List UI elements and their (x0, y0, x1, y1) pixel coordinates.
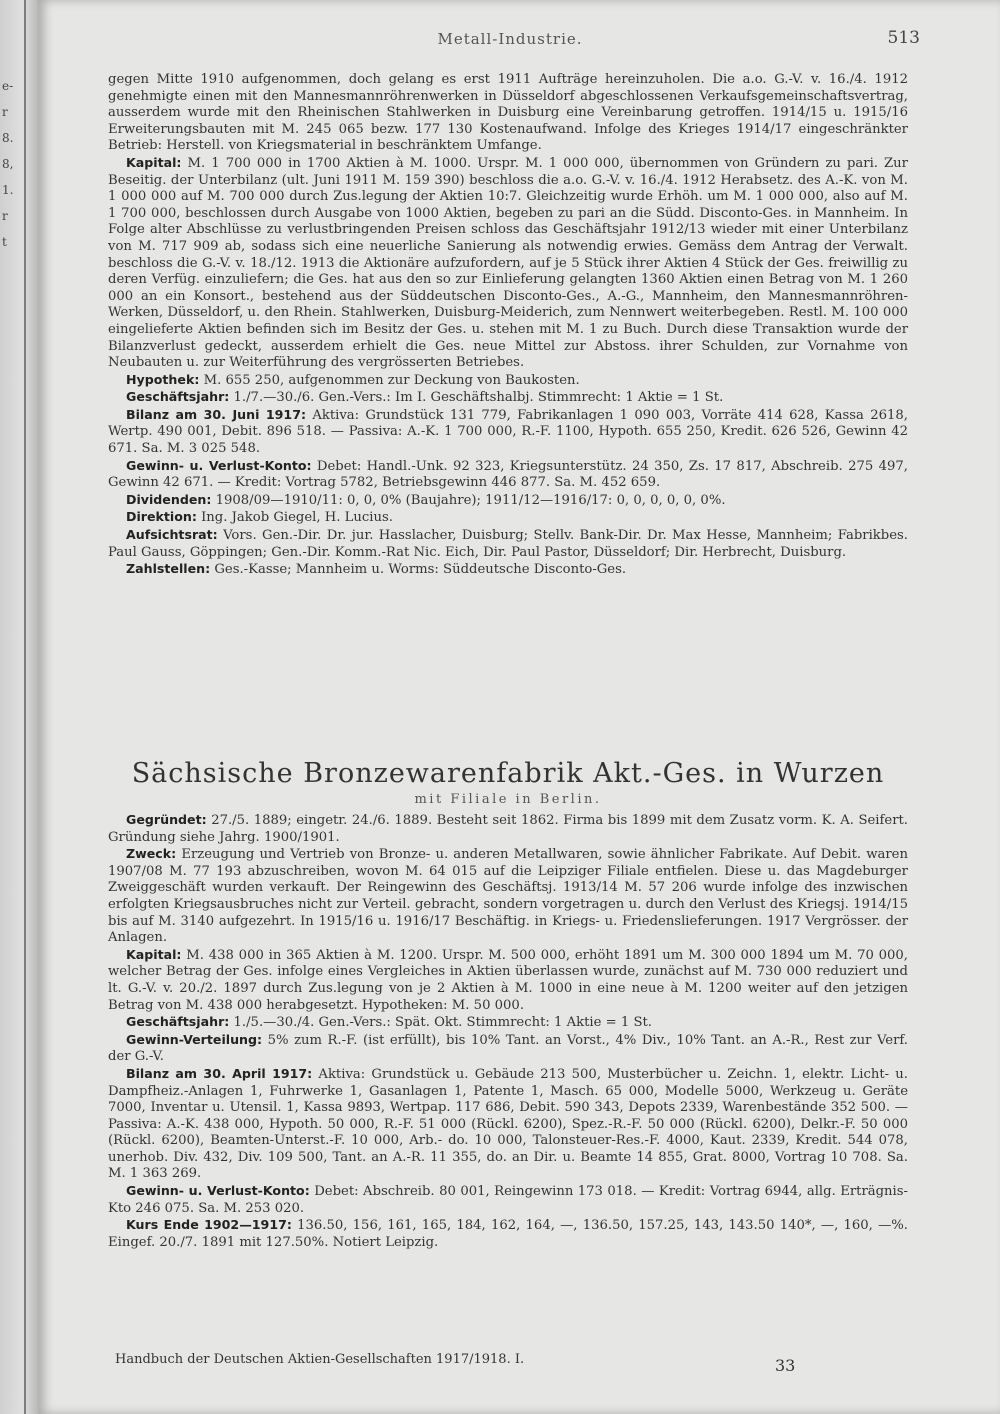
paragraph (108, 1014, 908, 1032)
paragraph (108, 509, 908, 527)
field-label: Bilanz am 30. Juni 1917: (126, 406, 306, 422)
edge-mark: 8. (2, 131, 14, 145)
field-label: Kapital: (126, 946, 182, 962)
paragraph (108, 947, 908, 1014)
field-label: Zweck: (126, 846, 177, 862)
field-label: Kapital: (126, 154, 182, 170)
edge-marks (2, 80, 13, 262)
field-text: Aktiva: Grundstück 131 779, Fabrikanlagen 1 090 003, Vorräte 414 628, Kassa 2618, Wertp. 490 001, Debit. 896 518. — Passiva: A.-K. 1 700 000, R.-F. 1100, Hypoth. 655 250, Kredit. 626 526, Gewinn 42 671. Sa. M. 3 025 548. (108, 407, 908, 457)
paragraph (108, 492, 908, 510)
page-footer: Handbuch der Deutschen Aktien-Gesellschaften 1917/1918. I. (115, 1352, 525, 1367)
paragraph (108, 846, 908, 947)
field-label: Zahlstellen: (126, 561, 211, 577)
field-text: 136.50, 156, 161, 165, 184, 162, 164, —, 136.50, 157.25, 143, 143.50 140*, —, 160, —%. Eingef. 20./7. 1891 mit 127.50%. Notiert Leipzig. (108, 1218, 908, 1250)
field-text: 1908/09—1910/11: 0, 0, 0% (Baujahre); 1911/12—1916/17: 0, 0, 0, 0, 0, 0%. (215, 492, 726, 508)
paragraph (108, 812, 908, 846)
field-text: 1./5.—30./4. Gen.-Vers.: Spät. Okt. Stimmrecht: 1 Aktie = 1 St. (233, 1015, 653, 1031)
page-number: 513 (887, 28, 920, 48)
edge-mark: r (2, 105, 8, 119)
field-label: Bilanz am 30. April 1917: (126, 1065, 313, 1081)
field-label: Aufsichtsrat: (126, 527, 218, 543)
field-text: M. 1 700 000 in 1700 Aktien à M. 1000. Urspr. M. 1 000 000, übernommen von Gründern zu pari. Zur Beseitig. der Unterbilanz (ult. Juni 1911 M. 159 390) beschloss die a.o. G.-V. v. 16./4. 1912 Herabsetz. des A.-K. von M. 1 000 000 auf M. 700 000 durch Zus.legung der Aktien 10:7. Gleichzeitig wurde Erhöh. um M. 1 000 000, also auf M. 1 700 000, beschlossen durch Ausgabe von 1000 Aktien, begeben zu pari an die Südd. Disconto-Ges. in Mannheim. In Folge alter Abschlüsse zu verlustbringenden Preisen schloss das Geschäftsjahr 1912/13 wieder mit einer Unterbilanz von M. 717 909 ab, sodass sich eine neuerliche Sanierung als notwendig erwies. Gemäss dem Antrag der Verwalt. beschloss die G.-V. v. 18./12. 1913 die Aktionäre aufzufordern, auf je 5 Stück ihrer Aktien 4 Stück der Ges. freiwillig zu deren Verfüg. einzuliefern; die Ges. hat aus den so zur Einlieferung gelangten 1360 Aktien einen Betrag von M. 1 260 000 an ein Konsort., bestehend aus der Süddeutschen Disconto-Ges., A.-G., Mannheim, den Mannesmannröhren-Werken, Düsseldorf, u. den Rhein. Stahlwerken, Duisburg-Meiderich, zum Nennwert weiterbegeben. Restl. M. 100 000 eingelieferte Aktien befinden sich im Besitz der Ges. u. stehen mit M. 1 zu Buch. Durch diese Transaktion wurde der Bilanzverlust gedeckt, ausserdem erhielt die Ges. neue Mittel zur Abstoss. ihrer Schulden, zur Vornahme von Neubauten u. zur Weiterführung des vergrösserten Betriebes. (108, 155, 908, 371)
field-label: Geschäftsjahr: (126, 1014, 230, 1030)
field-label: Direktion: (126, 509, 197, 525)
paragraph (108, 72, 908, 155)
field-text: Aktiva: Grundstück u. Gebäude 213 500, Musterbücher u. Zeichn. 1, elektr. Licht- u. Dampfheiz.-Anlagen 1, Fuhrwerke 1, Gasanlagen 1, Patente 1, Masch. 65 000, Modelle 5000, Werkzeug u. Geräte 7000, Inventar u. Utensil. 1, Kassa 9893, Wertpap. 117 686, Debit. 590 343, Depots 2339, Warenbestände 352 500. — Passiva: A.-K. 438 000, Hypoth. 50 000, R.-F. 51 000 (Rückl. 6200), Spez.-R.-F. 50 000 (Rückl. 6200), Delkr.-F. 50 000 (Rückl. 6200), Beamten-Unterst.-F. 10 000, Arb.- do. 10 000, Talonsteuer-Res.-F. 4000, Kaut. 2339, Kredit. 544 078, unerhob. Div. 432, Div. 109 500, Tant. an A.-R. 11 355, do. an Dir. u. Beamte 14 855, Grat. 8000, Vortrag 10 708. Sa. M. 1 363 269. (108, 1066, 908, 1182)
paragraph (108, 155, 908, 372)
field-text: Vors. Gen.-Dir. Dr. jur. Hasslacher, Duisburg; Stellv. Bank-Dir. Dr. Max Hesse, Mannheim; Fabrikbes. Paul Gauss, Göppingen; Gen.-Dir. Komm.-Rat Nic. Eich, Dir. Paul Pastor, Düsseldorf; Dir. Herbrecht, Duisburg. (108, 528, 908, 560)
running-header (100, 30, 920, 58)
company-subheading: mit Filiale in Berlin. (414, 792, 602, 807)
field-label: Gewinn- u. Verlust-Konto: (126, 1183, 310, 1199)
field-label: Geschäftsjahr: (126, 389, 230, 405)
edge-mark: r (2, 209, 8, 223)
field-label: Dividenden: (126, 491, 212, 507)
paragraph (108, 1032, 908, 1066)
field-text: 27./5. 1889; eingetr. 24./6. 1889. Besteht seit 1862. Firma bis 1899 mit dem Zusatz vorm. K. A. Seifert. Gründung siehe Jahrg. 1900/1901. (108, 813, 908, 845)
field-text: Erzeugung und Vertrieb von Bronze- u. anderen Metallwaren, sowie ähnlicher Fabrikate. Auf Debit. waren 1907/08 M. 77 193 abzuschreiben, wovon M. 64 015 auf die Leipziger Filiale entfielen. Diese u. das Magdeburger Zweiggeschäft wurden verkauft. Der Reingewinn des Geschäftsj. 1913/14 M. 57 206 wurde infolge des inzwischen erfolgten Kriegsausbruches nicht zur Verteil. gebracht, sondern vorgetragen u. durch den Verlust des Kriegsj. 1914/15 bis auf M. 3140 aufgezehrt. In 1915/16 u. 1916/17 Beschäftig. in Kriegs- u. Friedenslieferungen. 1917 Vergrösser. der Anlagen. (108, 847, 908, 946)
edge-mark: 1. (2, 183, 14, 197)
company-entry (108, 812, 908, 1251)
field-label: Gewinn-Verteilung: (126, 1031, 263, 1047)
paragraph (108, 561, 908, 579)
paragraph (108, 1066, 908, 1183)
edge-mark: e- (2, 79, 14, 93)
running-title: Metall-Industrie. (437, 30, 583, 48)
paragraph (108, 1217, 908, 1251)
company-entry-continued (108, 72, 908, 579)
field-text: Ing. Jakob Giegel, H. Lucius. (201, 510, 393, 526)
paragraph (108, 1183, 908, 1217)
field-text: Debet: Handl.-Unk. 92 323, Kriegsunterstütz. 24 350, Zs. 17 817, Abschreib. 275 497, Gewinn 42 671. — Kredit: Vortrag 5782, Betriebsgewinn 446 877. Sa. M. 452 659. (108, 458, 908, 491)
field-text: M. 655 250, aufgenommen zur Deckung von Baukosten. (203, 372, 580, 388)
field-text: 5% zum R.-F. (ist erfüllt), bis 10% Tant. an Vorst., 4% Div., 10% Tant. an A.-R., Rest zur Verf. der G.-V. (108, 1032, 908, 1065)
edge-mark: 8, (2, 157, 14, 171)
field-label: Gegründet: (126, 812, 207, 827)
field-text: Ges.-Kasse; Mannheim u. Worms: Süddeutsche Disconto-Ges. (214, 562, 627, 578)
paragraph-text: gegen Mitte 1910 aufgenommen, doch gelang es erst 1911 Aufträge hereinzuholen. Die a.o. G.-V. v. 16./4. 1912 genehmigte einen mit den Mannesmannröhrenwerken in Düsseldorf abgeschlossenen Verkaufsgemeinschaftsvertrag, ausserdem wurde mit den Rheinischen Stahlwerken in Duisburg eine Vereinbarung getroffen. 1914/15 u. 1915/16 Erweiterungsbauten mit M. 245 065 bezw. 177 130 Kostenaufwand. Infolge des Krieges 1914/17 eingeschränkter Betrieb: Herstell. von Kriegsmaterial in beschränktem Umfange. (108, 72, 908, 154)
paragraph (108, 458, 908, 492)
field-label: Hypothek: (126, 371, 200, 387)
paragraph (108, 389, 908, 407)
paragraph (108, 372, 908, 390)
spine-shadow-line (24, 0, 26, 1414)
field-label: Kurs Ende 1902—1917: (126, 1217, 292, 1233)
field-label: Gewinn- u. Verlust-Konto: (126, 457, 312, 473)
paragraph (108, 407, 908, 458)
left-page-edge (0, 0, 38, 1414)
edge-mark: t (2, 235, 7, 249)
company-heading: Sächsische Bronzewarenfabrik Akt.-Ges. in Wurzen (131, 758, 885, 789)
sheet-signature: 33 (775, 1356, 796, 1375)
paragraph (108, 527, 908, 561)
field-text: 1./7.—30./6. Gen.-Vers.: Im I. Geschäftshalbj. Stimmrecht: 1 Aktie = 1 St. (233, 390, 724, 406)
field-text: Debet: Abschreib. 80 001, Reingewinn 173 018. — Kredit: Vortrag 6944, allg. Erträgnis-Kto 246 075. Sa. M. 253 020. (108, 1184, 908, 1216)
field-text: M. 438 000 in 365 Aktien à M. 1200. Urspr. M. 500 000, erhöht 1891 um M. 300 000 1894 um M. 70 000, welcher Betrag der Ges. infolge eines Vergleiches in Aktien überlassen wurde, zunächst auf M. 730 000 reduziert und lt. G.-V. v. 20./2. 1897 durch Zus.legung von je 2 Aktien à M. 1000 in eine neue à M. 1200 weiter auf den jetzigen Betrag von M. 438 000 herabgesetzt. Hypotheken: M. 50 000. (108, 947, 908, 1013)
